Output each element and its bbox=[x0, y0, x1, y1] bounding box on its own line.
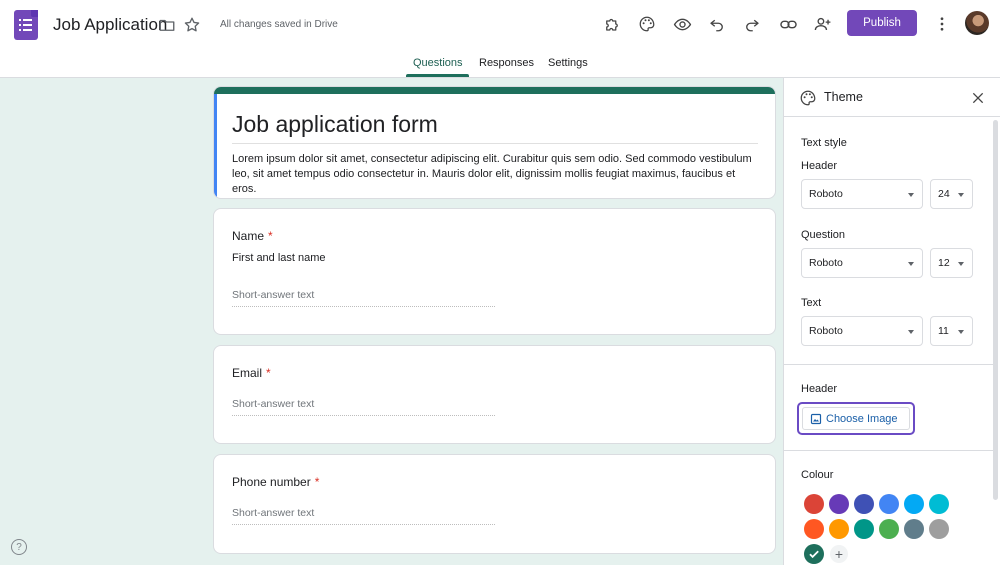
header-size-select[interactable] bbox=[930, 179, 973, 209]
preview-eye-icon[interactable] bbox=[670, 12, 694, 36]
question-size-value: 12 bbox=[938, 257, 950, 269]
header-font-select[interactable] bbox=[801, 179, 923, 209]
question-label: Name bbox=[232, 229, 265, 243]
tab-questions[interactable]: Questions bbox=[413, 57, 463, 69]
star-icon[interactable] bbox=[180, 13, 204, 37]
folder-icon[interactable] bbox=[155, 13, 179, 37]
short-answer-field: Short-answer text bbox=[232, 398, 495, 416]
section-divider bbox=[784, 450, 994, 451]
question-description[interactable]: First and last name bbox=[232, 252, 326, 264]
add-collaborator-icon[interactable] bbox=[810, 12, 834, 36]
save-status: All changes saved in Drive bbox=[220, 19, 338, 30]
dropdown-arrow-icon bbox=[958, 193, 964, 197]
question-size-select[interactable] bbox=[930, 248, 973, 278]
header-style-label: Header bbox=[801, 160, 838, 172]
link-icon[interactable] bbox=[776, 12, 800, 36]
colour-swatch[interactable] bbox=[829, 494, 849, 514]
dropdown-arrow-icon bbox=[958, 330, 964, 334]
colour-swatch[interactable] bbox=[929, 494, 949, 514]
colour-swatch[interactable] bbox=[854, 519, 874, 539]
choose-image-label: Choose Image bbox=[826, 412, 898, 425]
text-size-select[interactable] bbox=[930, 316, 973, 346]
theme-color-stripe bbox=[214, 87, 775, 94]
document-title[interactable]: Job Application bbox=[53, 15, 168, 34]
choose-image-button-inner[interactable] bbox=[802, 407, 910, 430]
question-title[interactable] bbox=[232, 475, 319, 489]
dropdown-arrow-icon bbox=[908, 330, 914, 334]
question-title[interactable] bbox=[232, 229, 273, 243]
theme-panel bbox=[783, 78, 1000, 565]
question-font-select[interactable] bbox=[801, 248, 923, 278]
tab-responses[interactable]: Responses bbox=[479, 57, 535, 69]
required-marker: * bbox=[314, 475, 320, 489]
dropdown-arrow-icon bbox=[958, 262, 964, 266]
text-style-heading: Text style bbox=[801, 137, 847, 149]
short-answer-field: Short-answer text bbox=[232, 289, 495, 307]
text-style-label: Text bbox=[801, 297, 822, 309]
add-custom-colour-button[interactable]: + bbox=[830, 545, 848, 563]
header-font-value: Roboto bbox=[809, 188, 843, 200]
text-font-value: Roboto bbox=[809, 325, 843, 337]
forms-logo-icon[interactable] bbox=[14, 10, 38, 40]
colour-swatch[interactable] bbox=[804, 519, 824, 539]
required-marker: * bbox=[268, 229, 273, 243]
header-size-value: 24 bbox=[938, 188, 950, 200]
dropdown-arrow-icon bbox=[908, 193, 914, 197]
palette-icon bbox=[796, 86, 820, 110]
more-options-icon[interactable] bbox=[930, 12, 954, 36]
colour-swatch[interactable] bbox=[904, 494, 924, 514]
selected-item-indicator bbox=[214, 94, 217, 199]
redo-icon[interactable] bbox=[740, 12, 764, 36]
image-icon bbox=[810, 413, 822, 425]
choose-image-button[interactable] bbox=[797, 402, 915, 435]
undo-icon[interactable] bbox=[705, 12, 729, 36]
close-icon[interactable] bbox=[966, 86, 990, 110]
question-font-value: Roboto bbox=[809, 257, 843, 269]
active-tab-indicator bbox=[406, 74, 469, 77]
colour-swatch[interactable] bbox=[904, 519, 924, 539]
tab-bar bbox=[0, 50, 1000, 78]
header-image-label: Header bbox=[801, 383, 838, 395]
question-label: Phone number bbox=[232, 475, 311, 489]
tab-settings[interactable]: Settings bbox=[548, 57, 588, 69]
panel-scrollbar[interactable] bbox=[993, 120, 998, 500]
colour-swatch[interactable] bbox=[829, 519, 849, 539]
colour-swatch[interactable] bbox=[879, 519, 899, 539]
account-avatar[interactable] bbox=[965, 11, 989, 35]
form-title[interactable]: Job application form bbox=[232, 111, 438, 137]
addons-puzzle-icon[interactable] bbox=[600, 12, 624, 36]
colour-swatch[interactable] bbox=[804, 494, 824, 514]
top-bar bbox=[0, 0, 1000, 50]
question-card[interactable] bbox=[213, 345, 776, 444]
form-header-card[interactable] bbox=[213, 86, 776, 199]
text-size-value: 11 bbox=[938, 325, 949, 337]
colour-swatch-selected[interactable] bbox=[804, 544, 824, 564]
publish-button[interactable]: Publish bbox=[847, 10, 917, 36]
colour-swatch[interactable] bbox=[929, 519, 949, 539]
check-icon bbox=[804, 544, 824, 564]
section-divider bbox=[784, 364, 994, 365]
form-description[interactable]: Lorem ipsum dolor sit amet, consectetur adipiscing elit. Curabitur quis sem odio. Sed commodo vestibulum leo, sit amet tempus odio consectetur in. Mauris dolor elit, dignissim mollis feugiat maximus, faucibus et eros. bbox=[232, 153, 752, 195]
theme-panel-title: Theme bbox=[824, 90, 863, 104]
question-style-label: Question bbox=[801, 229, 846, 241]
theme-panel-header bbox=[784, 78, 1000, 117]
colour-swatch[interactable] bbox=[879, 494, 899, 514]
question-card[interactable] bbox=[213, 454, 776, 554]
colour-label: Colour bbox=[801, 469, 834, 481]
customize-theme-palette-icon[interactable] bbox=[635, 12, 659, 36]
required-marker: * bbox=[266, 366, 271, 380]
help-icon[interactable]: ? bbox=[11, 539, 27, 555]
question-card[interactable] bbox=[213, 208, 776, 335]
dropdown-arrow-icon bbox=[908, 262, 914, 266]
question-title[interactable] bbox=[232, 366, 271, 380]
text-font-select[interactable] bbox=[801, 316, 923, 346]
short-answer-field: Short-answer text bbox=[232, 507, 495, 525]
title-underline bbox=[232, 143, 758, 144]
question-label: Email bbox=[232, 366, 263, 380]
colour-swatch[interactable] bbox=[854, 494, 874, 514]
